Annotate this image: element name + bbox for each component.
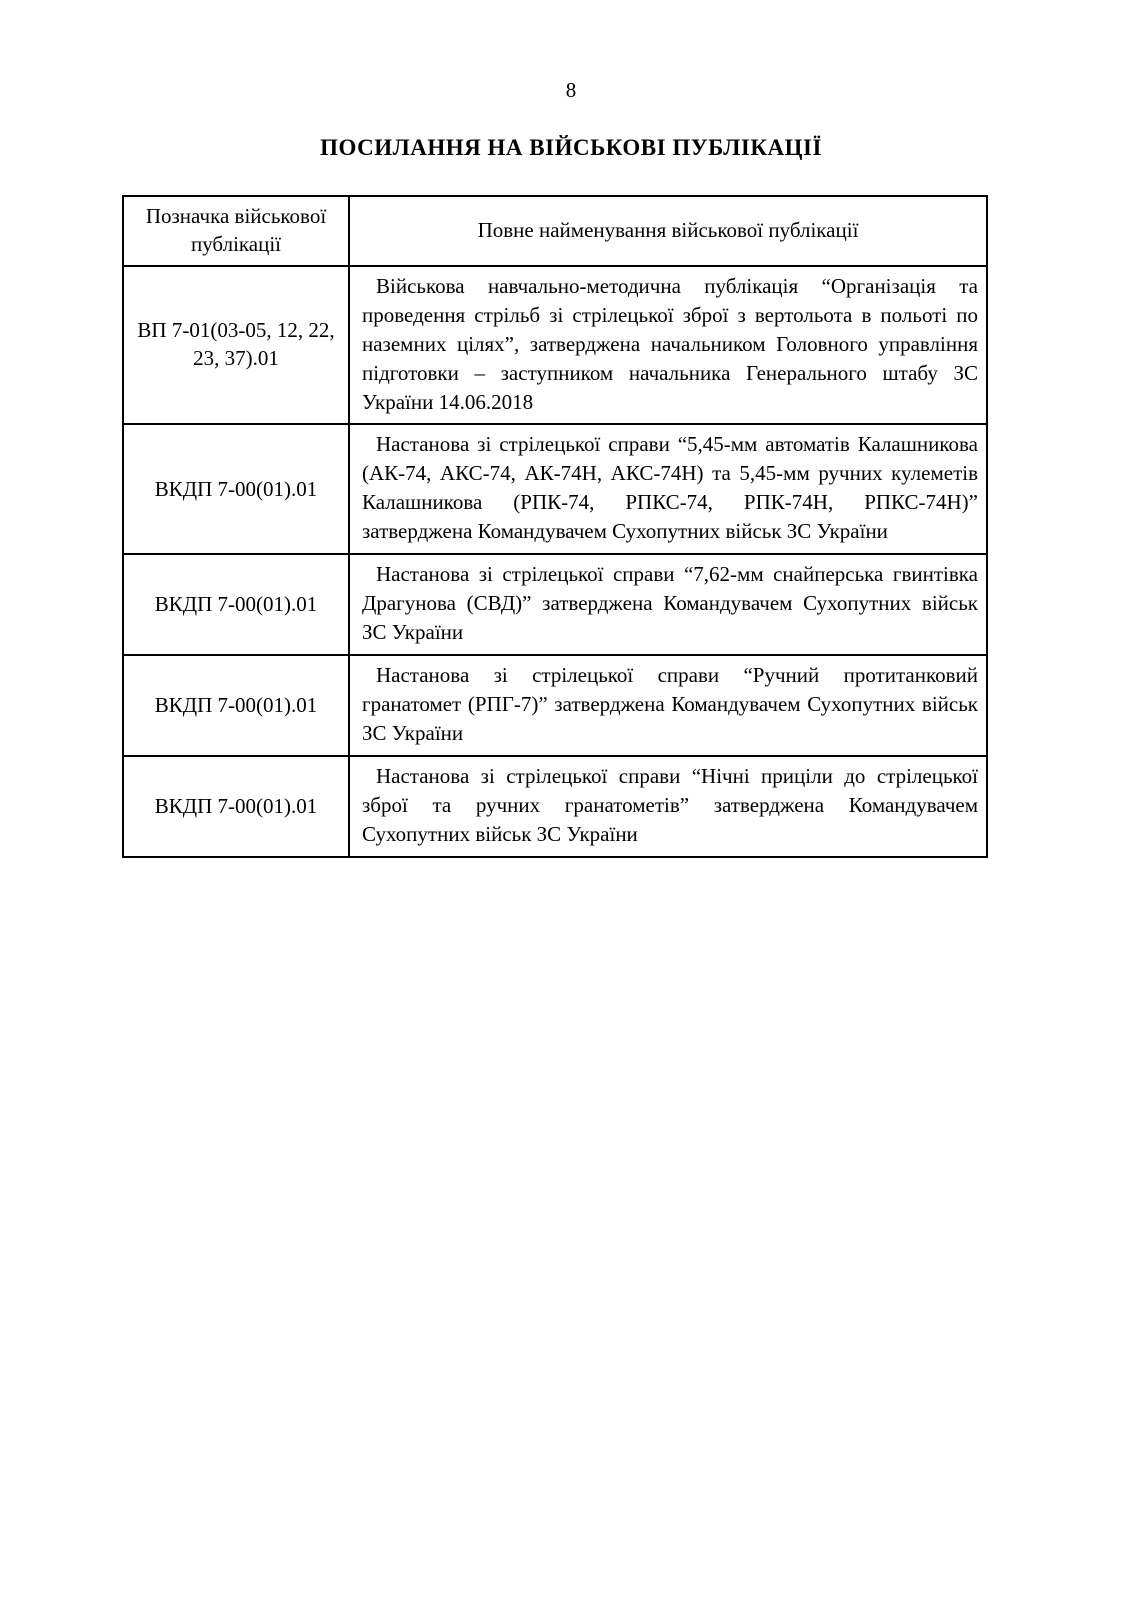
table-row: [123, 554, 987, 655]
page-title: ПОСИЛАННЯ НА ВІЙСЬКОВІ ПУБЛІКАЦІЇ: [320, 135, 822, 161]
cell-designation: ВКДП 7-00(01).01: [123, 756, 349, 857]
page-number: 8: [565, 78, 577, 102]
cell-designation: ВКДП 7-00(01).01: [123, 655, 349, 756]
table-header: [123, 196, 987, 265]
table-row: [123, 266, 987, 425]
table-row: [123, 655, 987, 756]
publication-description: Військова навчально-методична публікація “Організація та проведення стрільб зі стрілецької зброї з вертольота в польоті по наземних цілях”, затверджена начальником Головного управління підготовки – заступником начальника Генерального штабу ЗС України 14.06.2018: [362, 273, 978, 414]
header-full-name: Повне найменування військової публікації: [349, 196, 987, 265]
publication-description: Настанова зі стрілецької справи “Ручний протитанковий гранатомет (РПГ-7)” затверджена Командувачем Сухопутних військ ЗС України: [362, 663, 978, 746]
cell-full-name: [349, 424, 987, 554]
publication-description: Настанова зі стрілецької справи “7,62-мм снайперська гвинтівка Драгунова (СВД)” затверджена Командувачем Сухопутних військ ЗС України: [362, 562, 978, 645]
cell-designation: ВКДП 7-00(01).01: [123, 554, 349, 655]
cell-full-name: [349, 756, 987, 857]
cell-full-name: [349, 554, 987, 655]
publication-description: Настанова зі стрілецької справи “5,45-мм автоматів Калашникова (АК-74, АКС-74, АК-74Н, АКС-74Н) та 5,45-мм ручних кулеметів Калашникова (РПК-74, РПКС-74, РПК-74Н, РПКС-74Н)” затверджена Командувачем Сухопутних військ ЗС України: [362, 432, 978, 544]
header-designation: Позначка військової публікації: [123, 196, 349, 265]
table-row: [123, 424, 987, 554]
table-body: [123, 266, 987, 857]
cell-full-name: [349, 655, 987, 756]
cell-designation: ВП 7-01(03-05, 12, 22, 23, 37).01: [123, 266, 349, 425]
table-row: [123, 756, 987, 857]
cell-full-name: [349, 266, 987, 425]
table-header-row: [123, 196, 987, 265]
cell-designation: ВКДП 7-00(01).01: [123, 424, 349, 554]
publication-description: Настанова зі стрілецької справи “Нічні приціли до стрілецької зброї та ручних гранатометів” затверджена Командувачем Сухопутних військ ЗС України: [362, 764, 978, 847]
military-publications-table: [122, 195, 988, 858]
